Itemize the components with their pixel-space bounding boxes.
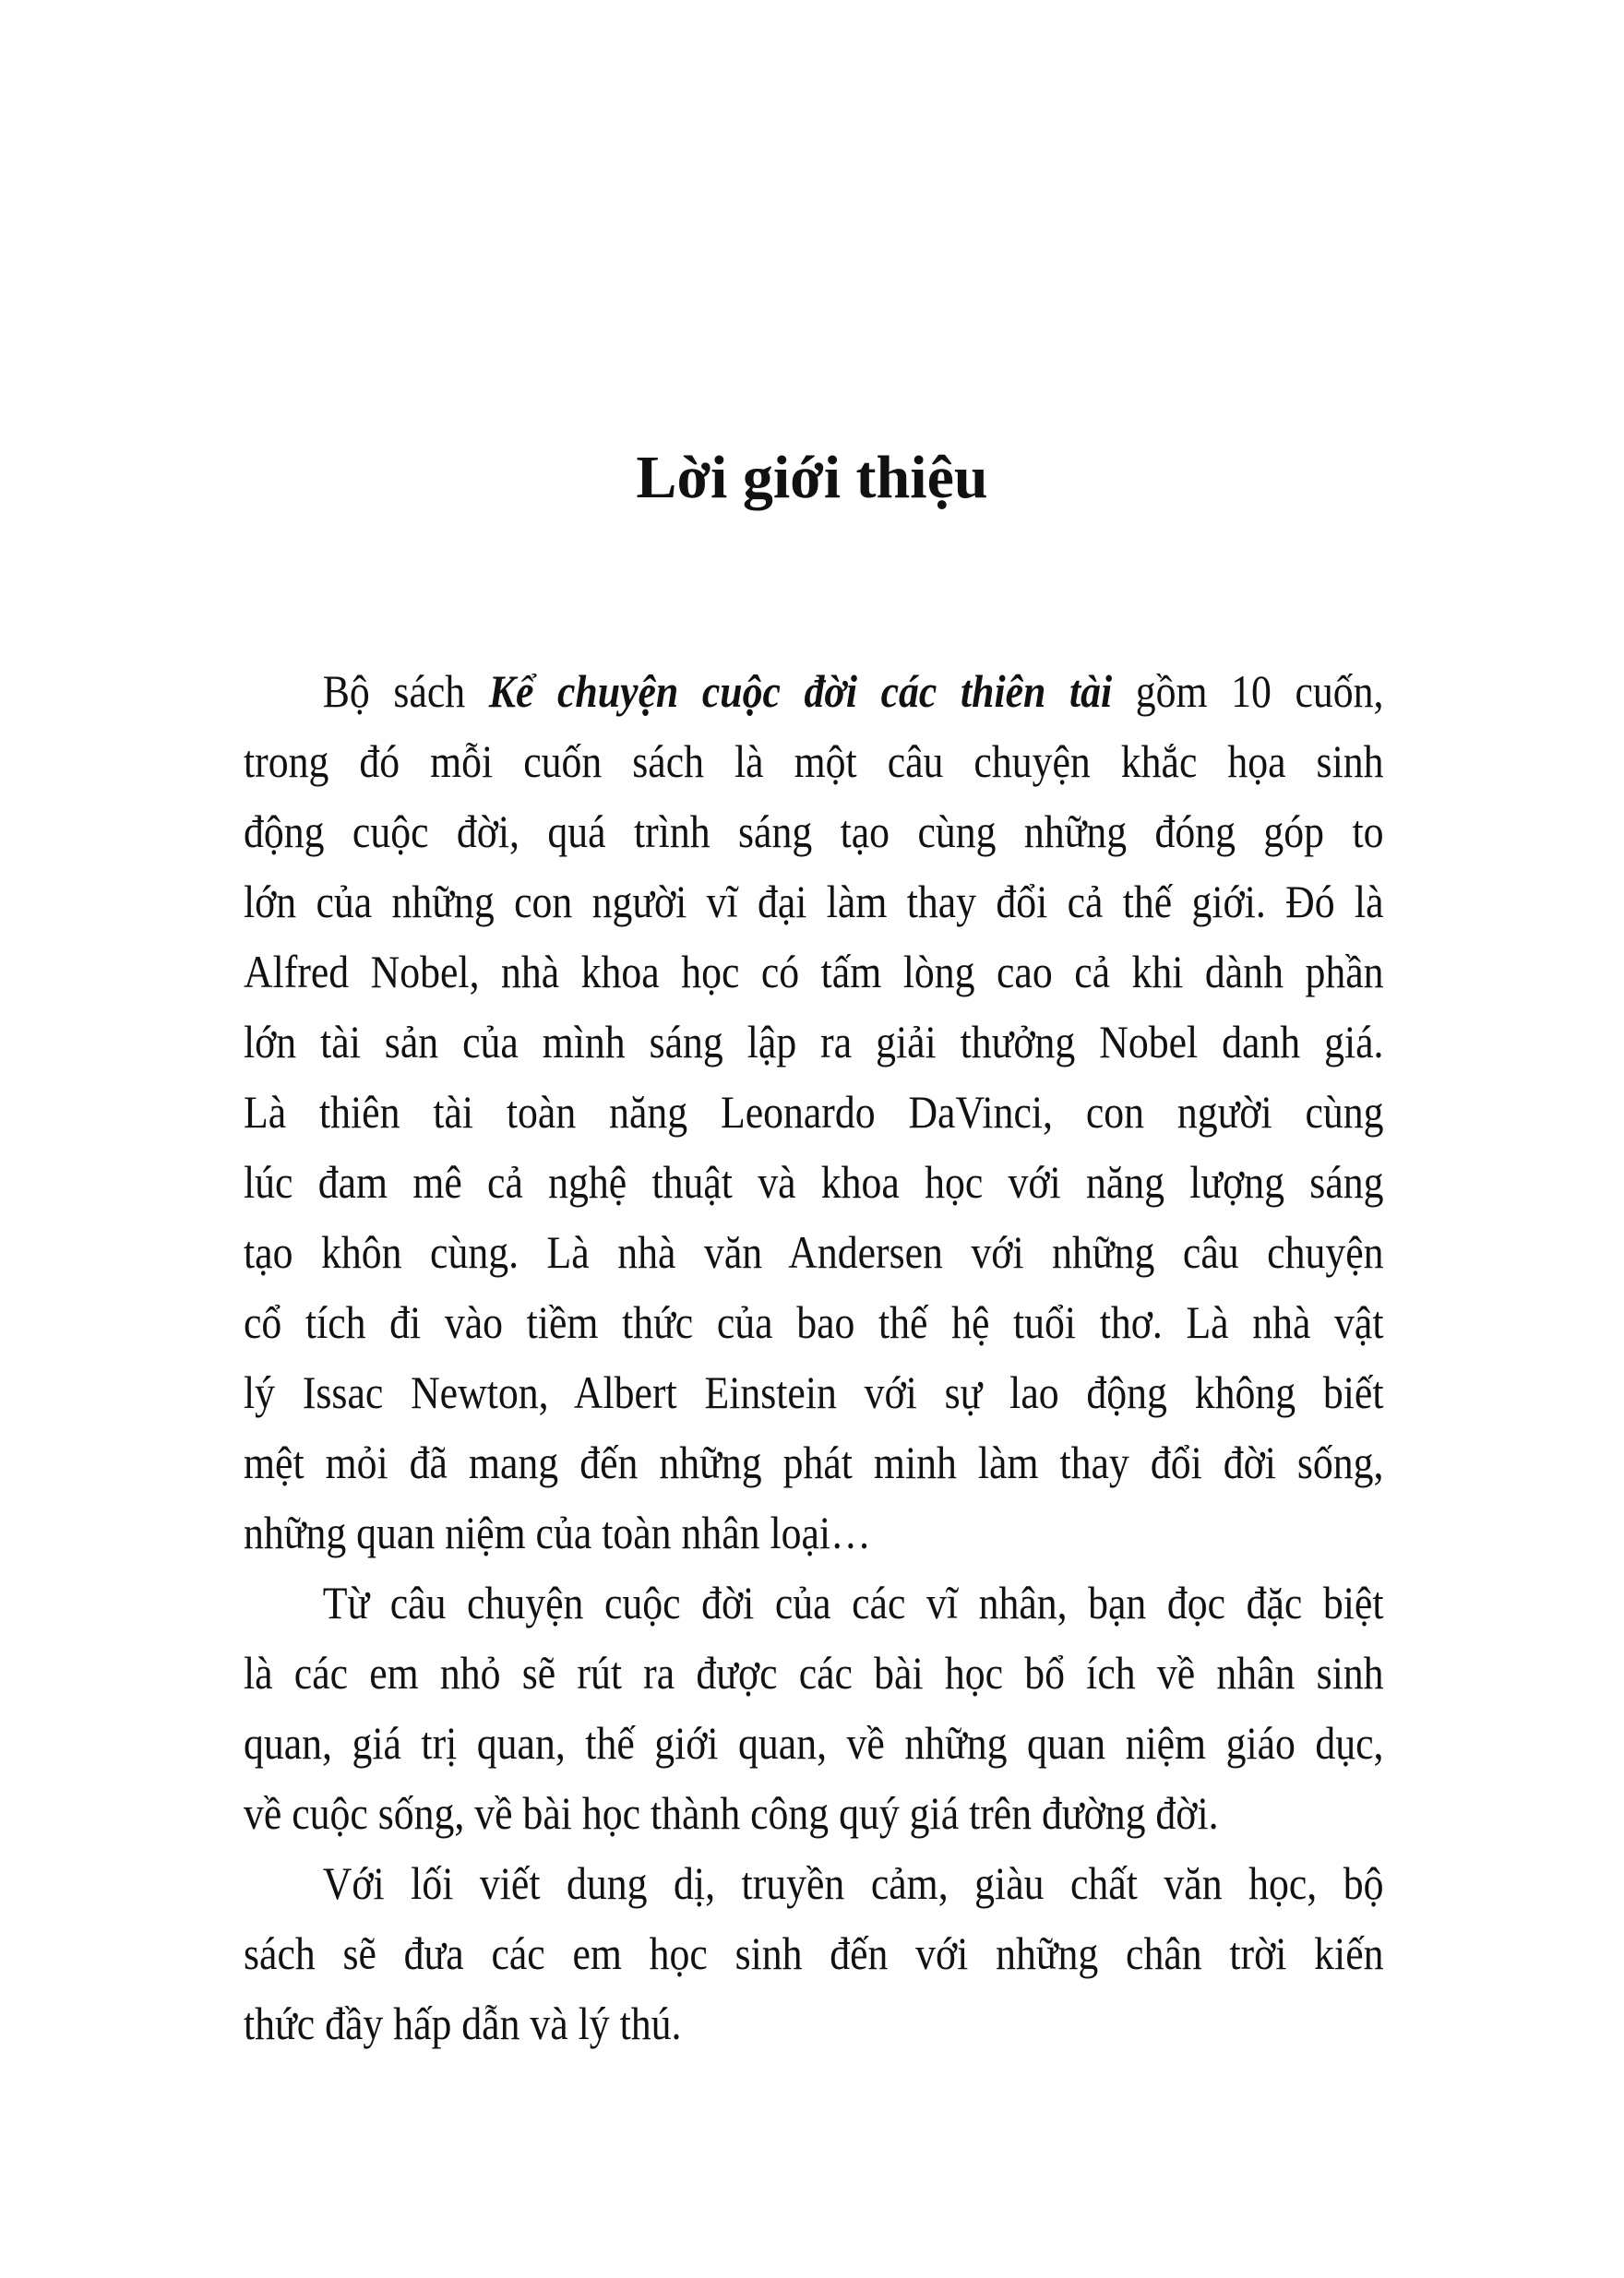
paragraph-line: là các em nhỏ sẽ rút ra được các bài học bổ ích về nhân sinh bbox=[244, 1647, 1384, 1699]
paragraph-line: động cuộc đời, quá trình sáng tạo cùng những đóng góp to bbox=[244, 805, 1384, 857]
paragraph-line: quan, giá trị quan, thế giới quan, về những quan niệm giáo dục, bbox=[244, 1717, 1384, 1769]
paragraph-line: lý Issac Newton, Albert Einstein với sự lao động không biết bbox=[244, 1366, 1384, 1418]
page-title: Lời giới thiệu bbox=[636, 444, 988, 511]
paragraph-line: cổ tích đi vào tiềm thức của bao thế hệ tuổi thơ. Là nhà vật bbox=[244, 1296, 1384, 1348]
paragraph-line: sách sẽ đưa các em học sinh đến với những chân trời kiến bbox=[244, 1927, 1384, 1979]
paragraph-line: Alfred Nobel, nhà khoa học có tấm lòng cao cả khi dành phần bbox=[244, 946, 1384, 997]
paragraph-line: trong đó mỗi cuốn sách là một câu chuyện khắc họa sinh bbox=[244, 735, 1384, 787]
paragraph-line: về cuộc sống, về bài học thành công quý giá trên đường đời. bbox=[244, 1787, 1219, 1839]
paragraph-line: Với lối viết dung dị, truyền cảm, giàu chất văn học, bộ bbox=[322, 1857, 1384, 1909]
paragraph-line: thức đầy hấp dẫn và lý thú. bbox=[244, 1998, 682, 2049]
paragraph-line: tạo khôn cùng. Là nhà văn Andersen với những câu chuyện bbox=[244, 1226, 1384, 1278]
paragraph-line: lớn của những con người vĩ đại làm thay đổi cả thế giới. Đó là bbox=[244, 876, 1384, 927]
paragraph-2 bbox=[244, 1568, 1384, 1848]
paragraph-line: những quan niệm của toàn nhân loại… bbox=[244, 1507, 871, 1558]
book-series-title: Kể chuyện cuộc đời các thiên tài bbox=[488, 665, 1113, 717]
document-body bbox=[244, 656, 1384, 2058]
paragraph-3 bbox=[244, 1848, 1384, 2058]
line-text: Bộ sách bbox=[322, 665, 489, 717]
paragraph-line: Là thiên tài toàn năng Leonardo DaVinci, con người cùng bbox=[244, 1086, 1384, 1138]
paragraph-line bbox=[244, 656, 1384, 726]
paragraph-line: lúc đam mê cả nghệ thuật và khoa học với năng lượng sáng bbox=[244, 1156, 1384, 1208]
paragraph-line: mệt mỏi đã mang đến những phát minh làm thay đổi đời sống, bbox=[244, 1437, 1384, 1488]
line-text: gồm 10 cuốn, bbox=[1112, 665, 1384, 717]
paragraph-line: lớn tài sản của mình sáng lập ra giải thưởng Nobel danh giá. bbox=[244, 1016, 1384, 1067]
paragraph-line: Từ câu chuyện cuộc đời của các vĩ nhân, bạn đọc đặc biệt bbox=[322, 1577, 1384, 1628]
paragraph-1 bbox=[244, 656, 1384, 1568]
